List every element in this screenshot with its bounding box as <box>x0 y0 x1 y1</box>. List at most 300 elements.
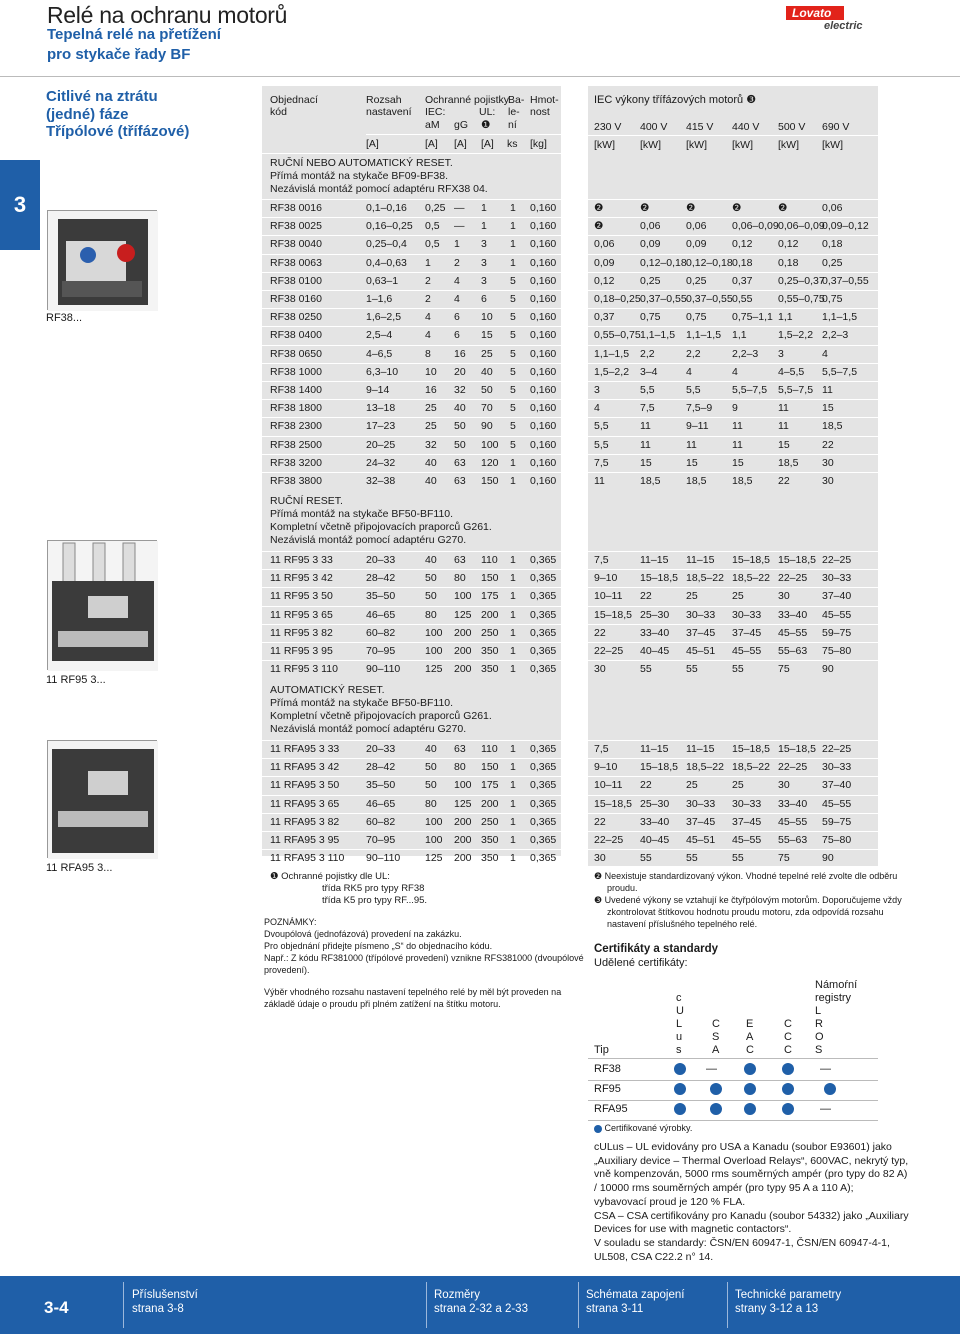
footer-link-dimensions[interactable] <box>434 1288 528 1316</box>
product-image-rfa95 <box>47 740 157 858</box>
footer-link-page: strana 3-8 <box>132 1303 184 1315</box>
table-cell: 2,2–3 <box>822 329 849 342</box>
divider <box>588 587 878 588</box>
table-cell: 40 <box>425 456 437 469</box>
divider <box>588 740 878 741</box>
table-cell: 1,1 <box>778 311 793 324</box>
table-cell: 45–51 <box>686 645 716 657</box>
table-cell: 0,365 <box>530 626 557 639</box>
table-cell: 63 <box>454 475 466 487</box>
table-cell: RF38 0400 <box>270 329 322 342</box>
table-cell: 46–65 <box>366 797 396 810</box>
divider <box>588 217 878 218</box>
table-cell: 0,37–0,55 <box>686 293 733 305</box>
table-cell: 28–42 <box>366 761 396 774</box>
cert-text-line: / 10000 rms souměrných ampér (pro typy 95 A a 110 A); <box>594 1182 854 1195</box>
table-cell: 5,5 <box>594 420 609 433</box>
footnote-2: proudu. <box>607 883 638 893</box>
table-cell: RF38 2500 <box>270 438 322 451</box>
table-cell: 150 <box>481 572 499 585</box>
note-line: základě údaje o proudu při plném zatížení na štítku motoru. <box>264 999 501 1009</box>
table-cell: 15–18,5 <box>732 554 770 566</box>
cert-dot-icon <box>824 1083 836 1095</box>
table-cell: 15–18,5 <box>778 743 816 755</box>
cert-dot-icon <box>674 1063 686 1075</box>
table-cell: 0,160 <box>530 420 557 433</box>
table-cell: 40 <box>425 743 437 755</box>
section-heading: Přímá montáž na stykače BF50-BF110. <box>270 508 454 520</box>
table-cell: 6 <box>481 293 487 305</box>
cert-dot-icon <box>710 1103 722 1115</box>
divider <box>262 199 561 200</box>
table-cell: 25 <box>732 779 744 792</box>
table-cell: 3 <box>481 238 487 251</box>
table-row <box>588 758 878 776</box>
table-cell: 59–75 <box>822 815 852 828</box>
table-cell: 150 <box>481 475 499 487</box>
cert-column-header: C <box>784 1018 792 1030</box>
col-head: IEC: <box>425 106 446 118</box>
divider <box>262 417 561 418</box>
logo-sub: electric <box>824 20 863 32</box>
table-cell: 11 RFA95 3 82 <box>270 815 340 828</box>
table-cell: 18,5 <box>686 475 707 487</box>
cert-dot-icon <box>674 1103 686 1115</box>
table-cell: RF38 1000 <box>270 365 322 378</box>
divider <box>262 326 561 327</box>
table-cell: 50 <box>454 420 466 433</box>
table-cell: 30 <box>594 852 606 865</box>
footnote-3: zkontrolovat štítkovou hodnotu proudu motoru, zda odpovídá rozsahu <box>607 907 884 917</box>
table-row <box>262 417 561 435</box>
table-cell: ❷ <box>778 202 788 214</box>
table-cell: 1 <box>510 743 516 755</box>
table-cell: 40 <box>481 365 493 378</box>
divider <box>588 624 878 625</box>
cert-dash: — <box>706 1063 717 1075</box>
table-cell: 22 <box>594 626 606 639</box>
table-row <box>262 831 561 849</box>
footer-link-label: Příslušenství <box>132 1289 198 1301</box>
table-cell: 90 <box>481 420 493 433</box>
table-row <box>588 587 878 605</box>
table-cell: 5 <box>510 274 516 287</box>
cert-column-header: A <box>746 1031 754 1043</box>
table-cell: 1 <box>510 554 516 566</box>
table-cell: 11 <box>594 475 605 487</box>
table-cell: 22 <box>640 590 652 603</box>
table-cell: 10 <box>481 311 493 324</box>
table-cell: 0,25 <box>640 274 661 287</box>
table-cell: 11 <box>732 420 743 433</box>
divider <box>588 1100 878 1101</box>
table-cell: 0,63–1 <box>366 274 399 287</box>
table-cell: 9–10 <box>594 572 618 585</box>
divider <box>262 235 561 236</box>
table-cell: 1–1,6 <box>366 293 393 305</box>
table-cell: 2 <box>454 256 460 269</box>
table-cell: 22 <box>822 438 834 451</box>
col-head: Hmot- <box>530 94 559 106</box>
col-head: kód <box>270 106 287 118</box>
table-cell: 1 <box>510 815 516 828</box>
table-cell: 100 <box>425 815 443 828</box>
table-cell: 5 <box>510 329 516 342</box>
table-cell: 0,160 <box>530 365 557 378</box>
table-cell: 55 <box>686 852 698 865</box>
section-heading: Přímá montáž na stykače BF09-BF38. <box>270 170 448 182</box>
cert-column-header: O <box>815 1031 824 1043</box>
table-cell: 250 <box>481 815 499 828</box>
cert-subtitle: Udělené certifikáty: <box>594 957 688 969</box>
table-cell: 10 <box>425 365 437 378</box>
table-cell: 2,5–4 <box>366 329 393 342</box>
table-cell: 32–38 <box>366 475 396 487</box>
table-cell: 70 <box>481 402 493 415</box>
col-head: aM <box>425 119 440 131</box>
subtitle-line-2: pro stykače řady BF <box>47 46 191 63</box>
table-row <box>262 217 561 235</box>
voltage-header: 415 V <box>686 121 714 133</box>
table-cell: 3 <box>481 274 487 287</box>
table-cell: RF38 0250 <box>270 311 322 324</box>
table-cell: ❷ <box>594 220 604 233</box>
table-cell: 250 <box>481 626 499 639</box>
table-cell: 0,12–0,18 <box>686 256 733 269</box>
table-cell: RF38 2300 <box>270 420 322 433</box>
table-cell: 50 <box>425 761 437 774</box>
footer-link-page: strana 2-32 a 2-33 <box>434 1303 528 1315</box>
table-row <box>262 624 561 642</box>
section-title-line: (jedné) fáze <box>46 105 129 123</box>
divider <box>588 551 878 552</box>
table-cell: 30–33 <box>732 797 762 810</box>
section-heading: Přímá montáž na stykače BF50-BF110. <box>270 697 454 709</box>
table-cell: 11 RF95 3 50 <box>270 590 333 603</box>
table-row <box>262 551 561 569</box>
table-cell: 33–40 <box>778 608 808 621</box>
table-row <box>588 472 878 490</box>
table-cell: 30 <box>778 590 790 603</box>
table-cell: 0,365 <box>530 743 557 755</box>
table-cell: 7,5–9 <box>686 402 713 415</box>
cert-dash: — <box>820 1063 831 1075</box>
table-cell: 1,5–2,2 <box>594 365 630 378</box>
table-cell: 100 <box>481 438 499 451</box>
divider <box>262 624 561 625</box>
table-cell: 55 <box>640 852 652 865</box>
table-cell: 0,160 <box>530 347 557 360</box>
divider <box>588 642 878 643</box>
divider <box>588 1120 878 1121</box>
table-cell: 1,5–2,2 <box>778 329 814 342</box>
table-row <box>262 436 561 454</box>
table-cell: 4–5,5 <box>778 365 805 378</box>
footnote-3: ❸ Uvedené výkony se vztahují ke čtyřpólovým motorům. Doporučujeme vždy <box>594 895 902 905</box>
section-title-line: Třípólové (třífázové) <box>46 123 190 140</box>
footer-link-label: Rozměry <box>434 1289 481 1301</box>
table-cell: 100 <box>425 834 443 846</box>
table-cell: 0,160 <box>530 274 557 287</box>
table-cell: 9–14 <box>366 384 390 396</box>
table-cell: 1 <box>510 256 516 269</box>
table-cell: 1,1–1,5 <box>822 311 858 324</box>
table-cell: 22–25 <box>822 554 852 566</box>
table-cell: 0,18–0,25 <box>594 293 641 305</box>
table-cell: 40 <box>454 402 466 415</box>
table-cell: 0,160 <box>530 220 557 233</box>
cert-column-header: C <box>784 1044 792 1056</box>
table-cell: 1 <box>454 238 460 251</box>
table-row <box>262 199 561 217</box>
table-cell: 200 <box>454 852 472 865</box>
footer-link-page: strany 3-12 a 13 <box>735 1303 819 1315</box>
table-cell: 1 <box>510 456 516 469</box>
table-cell: 0,75 <box>640 311 661 324</box>
table-cell: ❷ <box>640 202 650 214</box>
footnote-3: nastavení příslušného tepelného relé. <box>607 919 758 929</box>
cert-column-header: E <box>746 1018 754 1030</box>
table-cell: RF38 0063 <box>270 256 322 269</box>
table-cell: 25 <box>425 420 437 433</box>
cert-text-line: CSA – CSA certifikovány pro Kanadu (soubor 54332) jako „Auxiliary <box>594 1209 909 1222</box>
footer-link-wiring[interactable] <box>586 1288 684 1316</box>
table-cell: 20–33 <box>366 743 396 755</box>
table-cell: 0,37 <box>594 311 615 324</box>
table-row <box>588 813 878 831</box>
voltage-header: 440 V <box>732 121 760 133</box>
table-cell: 175 <box>481 590 499 603</box>
divider <box>262 381 561 382</box>
table-cell: 4 <box>425 329 431 342</box>
footer-link-page: strana 3-11 <box>586 1303 644 1315</box>
table-cell: 125 <box>454 797 472 810</box>
table-row <box>588 454 878 472</box>
table-row <box>262 606 561 624</box>
footer-link-accessories[interactable] <box>132 1288 198 1316</box>
caption-rf38: RF38... <box>46 312 83 324</box>
cert-dot-icon <box>782 1103 794 1115</box>
logo-text: Lovato <box>786 6 844 20</box>
note-line: provedení). <box>264 965 310 975</box>
lovato-logo <box>786 6 876 32</box>
table-row <box>588 642 878 660</box>
table-cell: 200 <box>454 815 472 828</box>
table-cell: 7,5 <box>594 554 609 566</box>
divider <box>262 254 561 255</box>
cert-column-header: R <box>815 1018 823 1030</box>
table-cell: 11 <box>778 402 789 415</box>
table-cell: 200 <box>454 626 472 639</box>
table-cell: 37–45 <box>732 626 762 639</box>
table-cell: 22–25 <box>778 761 808 774</box>
table-cell: 45–55 <box>732 645 762 657</box>
table-cell: 15–18,5 <box>640 761 678 774</box>
table-cell: 1 <box>510 645 516 657</box>
table-cell: 37–40 <box>822 590 852 603</box>
divider <box>588 345 878 346</box>
table-cell: 22–25 <box>594 645 624 657</box>
table-cell: 5,5–7,5 <box>732 384 768 396</box>
divider <box>588 776 878 777</box>
table-cell: 30–33 <box>686 608 716 621</box>
table-cell: 4 <box>822 347 828 360</box>
table-cell: 0,25 <box>822 256 843 269</box>
footer-link-technical[interactable] <box>735 1288 841 1316</box>
table-cell: 3 <box>594 384 600 396</box>
table-cell: 45–55 <box>822 608 852 621</box>
divider <box>123 1282 124 1328</box>
divider <box>262 831 561 832</box>
table-row <box>588 606 878 624</box>
cert-dot-icon <box>710 1083 722 1095</box>
table-cell: 17–23 <box>366 420 396 433</box>
table-cell: 37–45 <box>732 815 762 828</box>
table-cell: 70–95 <box>366 834 396 846</box>
table-cell: 1 <box>510 475 516 487</box>
table-cell: 1 <box>510 626 516 639</box>
table-cell: 1,6–2,5 <box>366 311 402 324</box>
table-cell: 75 <box>778 663 790 676</box>
table-cell: 110 <box>481 743 498 755</box>
divider <box>588 660 878 661</box>
footnote-1: ❶ Ochranné pojistky dle UL: <box>270 871 390 882</box>
table-cell: RF38 3200 <box>270 456 322 469</box>
table-cell: 0,365 <box>530 834 557 846</box>
product-image-rf38 <box>47 210 157 310</box>
table-cell: 0,160 <box>530 402 557 415</box>
table-cell: 0,365 <box>530 608 557 621</box>
table-cell: 90–110 <box>366 852 401 865</box>
divider <box>588 454 878 455</box>
table-row <box>262 290 561 308</box>
table-cell: 125 <box>454 608 472 621</box>
table-cell: 11–15 <box>686 743 715 755</box>
divider <box>588 795 878 796</box>
table-cell: 0,25 <box>425 202 446 214</box>
divider <box>588 290 878 291</box>
table-cell: — <box>454 202 465 214</box>
divider <box>262 345 561 346</box>
table-cell: 22–25 <box>822 743 852 755</box>
table-row <box>262 740 561 758</box>
table-cell: 30 <box>822 475 834 487</box>
table-cell: 6 <box>454 311 460 324</box>
table-cell: 0,06 <box>686 220 707 233</box>
table-cell: 0,55–0,75 <box>594 329 641 342</box>
table-row <box>262 569 561 587</box>
divider <box>588 758 878 759</box>
table-row <box>262 235 561 253</box>
table-cell: 4 <box>686 365 692 378</box>
table-cell: 11 RF95 3 95 <box>270 645 333 657</box>
unit: [A] <box>481 138 494 150</box>
table-cell: RF38 0160 <box>270 293 322 305</box>
divider <box>262 363 561 364</box>
divider <box>262 795 561 796</box>
unit-header: [kW] <box>640 139 661 151</box>
table-cell: 1 <box>510 220 516 233</box>
table-cell: 5 <box>510 384 516 396</box>
table-cell: 30–33 <box>822 761 852 774</box>
table-cell: 7,5 <box>594 456 609 469</box>
table-cell: 11 RF95 3 33 <box>270 554 333 566</box>
table-cell: 100 <box>425 626 443 639</box>
table-cell: 11 <box>778 420 789 433</box>
table-cell: 32 <box>454 384 466 396</box>
table-cell: 50 <box>425 590 437 603</box>
table-cell: 0,06 <box>640 220 661 233</box>
table-row <box>262 345 561 363</box>
section-heading: RUČNÍ NEBO AUTOMATICKÝ RESET. <box>270 157 453 169</box>
table-cell: 18,5 <box>640 475 661 487</box>
section-title-line: Citlivé na ztrátu <box>46 88 158 105</box>
table-cell: 15 <box>640 456 652 469</box>
table-cell: 1 <box>510 608 516 621</box>
table-row <box>588 272 878 290</box>
table-cell: 63 <box>454 743 466 755</box>
section-heading: Nezávislá montáž pomocí adaptéru G270. <box>270 723 467 735</box>
table-cell: 70–95 <box>366 645 396 657</box>
col-head: Ba- <box>508 94 525 106</box>
table-cell: 350 <box>481 645 499 657</box>
table-cell: 125 <box>425 852 443 865</box>
cert-text-line: UL508, CSA C22.2 n° 14. <box>594 1250 714 1263</box>
table-cell: 30–33 <box>822 572 852 585</box>
table-cell: 0,37–0,55 <box>822 274 869 287</box>
table-cell: 15–18,5 <box>594 797 632 810</box>
table-cell: 1 <box>510 663 516 676</box>
divider <box>588 363 878 364</box>
table-cell: 11 RFA95 3 33 <box>270 743 340 755</box>
divider <box>262 153 561 154</box>
table-cell: 100 <box>454 590 472 603</box>
table-cell: 0,365 <box>530 645 557 657</box>
table-cell: 11–15 <box>640 743 669 755</box>
table-cell: 1 <box>510 202 516 214</box>
table-cell: 0,55 <box>732 293 753 305</box>
table-cell: 50 <box>425 779 437 792</box>
divider <box>588 135 878 136</box>
table-cell: 40–45 <box>640 834 670 846</box>
table-cell: 15 <box>822 402 834 415</box>
divider <box>588 569 878 570</box>
table-cell: 2 <box>425 274 431 287</box>
table-row <box>588 326 878 344</box>
col-head: le- <box>508 106 520 118</box>
table-cell: 75–80 <box>822 645 852 657</box>
table-cell: 100 <box>454 779 472 792</box>
table-cell: 1 <box>510 590 516 603</box>
note-line: Např.: Z kódu RF381000 (třípólové provedení) vznikne RFS381000 (dvoupólové <box>264 953 584 963</box>
table-cell: 0,365 <box>530 590 557 603</box>
table-cell: 35–50 <box>366 590 396 603</box>
table-cell: 9–10 <box>594 761 618 774</box>
table-cell: 0,75 <box>822 293 843 305</box>
table-cell: 25 <box>481 347 493 360</box>
table-cell: RF38 1800 <box>270 402 322 415</box>
table-cell: 40 <box>425 554 437 566</box>
divider <box>588 436 878 437</box>
table-cell: 22–25 <box>594 834 624 846</box>
table-row <box>588 217 878 235</box>
col-head: Objednací <box>270 94 318 106</box>
table-cell: 11 RF95 3 110 <box>270 663 338 676</box>
table-cell: 0,1–0,16 <box>366 202 407 214</box>
table-cell: 6 <box>454 329 460 342</box>
table-cell: 2 <box>425 293 431 305</box>
table-cell: 0,365 <box>530 761 557 774</box>
